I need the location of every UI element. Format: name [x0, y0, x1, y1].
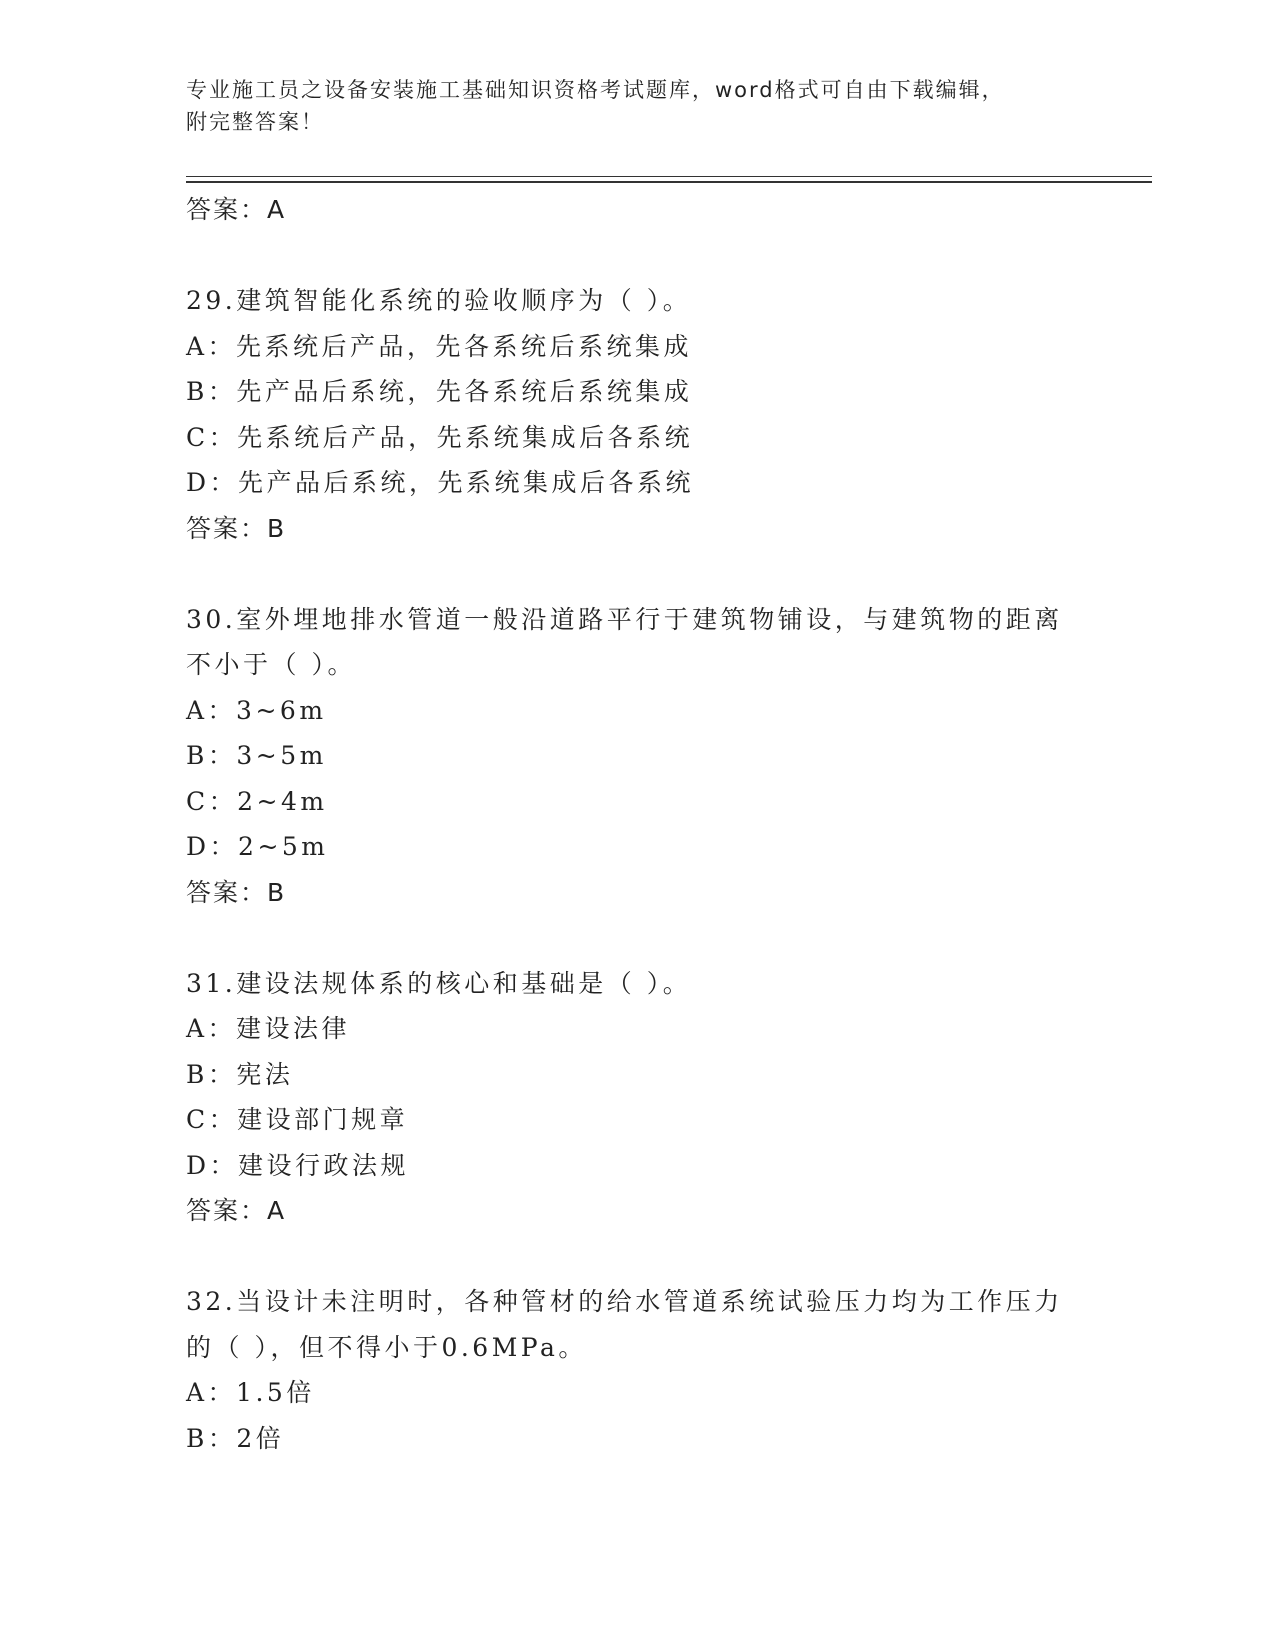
question-stem-cont: 的（ ），但不得小于0.6MPa。 — [186, 1332, 587, 1362]
spacer — [186, 233, 1152, 279]
option-c: C：建设部门规章 — [186, 1105, 409, 1134]
option-b: B：2倍 — [186, 1423, 285, 1453]
answer-line: 答案：A — [186, 1196, 287, 1225]
option-a: A：1.5倍 — [186, 1378, 315, 1407]
spacer — [186, 551, 1152, 597]
option-a: A：先系统后产品，先各系统后系统集成 — [186, 331, 693, 361]
question-29 — [186, 278, 1152, 551]
header-line-2: 附完整答案！ — [186, 110, 324, 134]
spacer — [186, 915, 1152, 961]
document-header — [186, 74, 1086, 138]
option-b: B：宪法 — [186, 1059, 294, 1089]
answer-line: 答案：B — [186, 877, 287, 907]
option-d: D：建设行政法规 — [186, 1150, 410, 1180]
option-a: A：建设法律 — [186, 1014, 351, 1043]
header-rule-thin — [186, 176, 1152, 177]
question-stem: 30.室外埋地排水管道一般沿道路平行于建筑物铺设，与建筑物的距离 — [186, 604, 1063, 634]
answer-line: 答案：B — [186, 513, 287, 543]
question-32 — [186, 1279, 1152, 1461]
question-stem: 32.当设计未注明时，各种管材的给水管道系统试验压力均为工作压力 — [186, 1287, 1063, 1316]
option-c: C：2~4m — [186, 786, 328, 816]
header-rule-thick — [186, 181, 1152, 183]
question-30 — [186, 597, 1152, 916]
question-stem-cont: 不小于（ ）。 — [186, 650, 356, 679]
option-d: D：先产品后系统，先系统集成后各系统 — [186, 468, 695, 497]
option-c: C：先系统后产品，先系统集成后各系统 — [186, 422, 694, 452]
option-b: B：先产品后系统，先各系统后系统集成 — [186, 377, 693, 406]
spacer — [186, 1234, 1152, 1280]
option-a: A：3~6m — [186, 695, 327, 725]
answer-line: 答案：A — [186, 195, 287, 224]
option-d: D：2~5m — [186, 832, 329, 861]
option-b: B：3~5m — [186, 741, 327, 770]
question-stem: 31.建设法规体系的核心和基础是（ ）。 — [186, 968, 692, 998]
question-31 — [186, 961, 1152, 1234]
document-body — [186, 187, 1152, 1461]
question-stem: 29.建筑智能化系统的验收顺序为（ ）。 — [186, 286, 692, 315]
header-line-1: 专业施工员之设备安装施工基础知识资格考试题库，word格式可自由下载编辑， — [186, 78, 1005, 102]
